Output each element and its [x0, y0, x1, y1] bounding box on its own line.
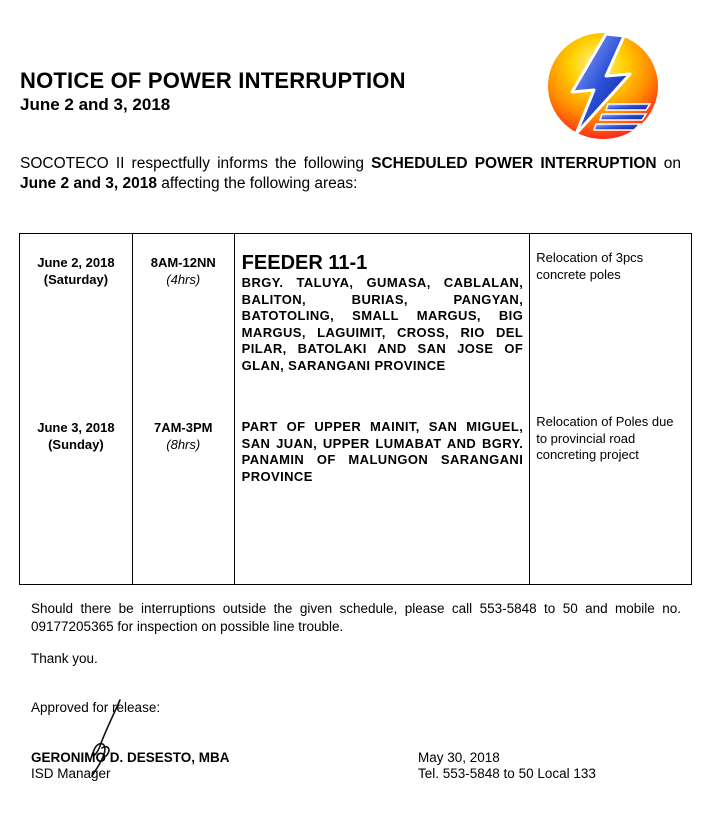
- date-column: [20, 234, 133, 585]
- signatory-role: ISD Manager: [31, 766, 111, 781]
- reason-column: [530, 234, 692, 585]
- approved-label: Approved for release:: [31, 700, 161, 715]
- table-row: [20, 234, 692, 585]
- time-column: [132, 234, 234, 585]
- lightning-bolt-logo-icon: [546, 30, 660, 140]
- thanks-text: Thank you.: [31, 651, 98, 666]
- intro-dates: June 2 and 3, 2018: [20, 175, 157, 192]
- feeder-label: FEEDER 11-1: [241, 252, 368, 274]
- contact-telephone: Tel. 553-5848 to 50 Local 133: [418, 766, 596, 781]
- schedule-date: June 2, 2018 (Saturday): [37, 255, 115, 287]
- page-subtitle: June 2 and 3, 2018: [20, 95, 171, 114]
- schedule-areas: [235, 254, 530, 374]
- page-title: NOTICE OF POWER INTERRUPTION: [20, 68, 406, 93]
- schedule-areas: [235, 419, 530, 485]
- schedule-reason: Relocation of 3pcs concrete poles: [536, 250, 644, 282]
- affected-areas: PART OF UPPER MAINIT, SAN MIGUEL, SAN JUAN, UPPER LUMABAT AND BGRY. PANAMIN OF MALUNGON SARANGANI PROVINCE: [241, 419, 524, 484]
- schedule-reason: Relocation of Poles due to provincial road concreting project: [536, 414, 674, 462]
- affected-areas: BRGY. TALUYA, GUMASA, CABLALAN, BALITON, BURIAS, PANGYAN, BATOTOLING, SMALL MARGUS, BIG MARGUS, LAGUIMIT, CROSS, RIO DEL PILAR, BATOLAKI AND SAN JOSE OF GLAN, SARANGANI PROVINCE: [241, 275, 524, 373]
- signatory-name: GERONIMO D. DESESTO, MBA: [31, 750, 230, 765]
- intro-emphasis: SCHEDULED POWER INTERRUPTION: [371, 155, 657, 172]
- schedule-date: June 3, 2018 (Sunday): [37, 420, 115, 452]
- schedule-time: 8AM-12NN (4hrs): [150, 255, 216, 287]
- schedule-table: [19, 233, 692, 585]
- areas-column: [234, 234, 530, 585]
- schedule-time: 7AM-3PM (8hrs): [153, 420, 213, 452]
- issue-date: May 30, 2018: [418, 750, 500, 765]
- intro-paragraph: SOCOTECO II respectfully informs the following SCHEDULED POWER INTERRUPTION on June 2 and 3, 2018 affecting the following areas:: [20, 155, 682, 192]
- contact-note: Should there be interruptions outside the given schedule, please call 553-5848 to 50 and mobile no. 09177205365 for inspection on possible line trouble.: [31, 601, 681, 634]
